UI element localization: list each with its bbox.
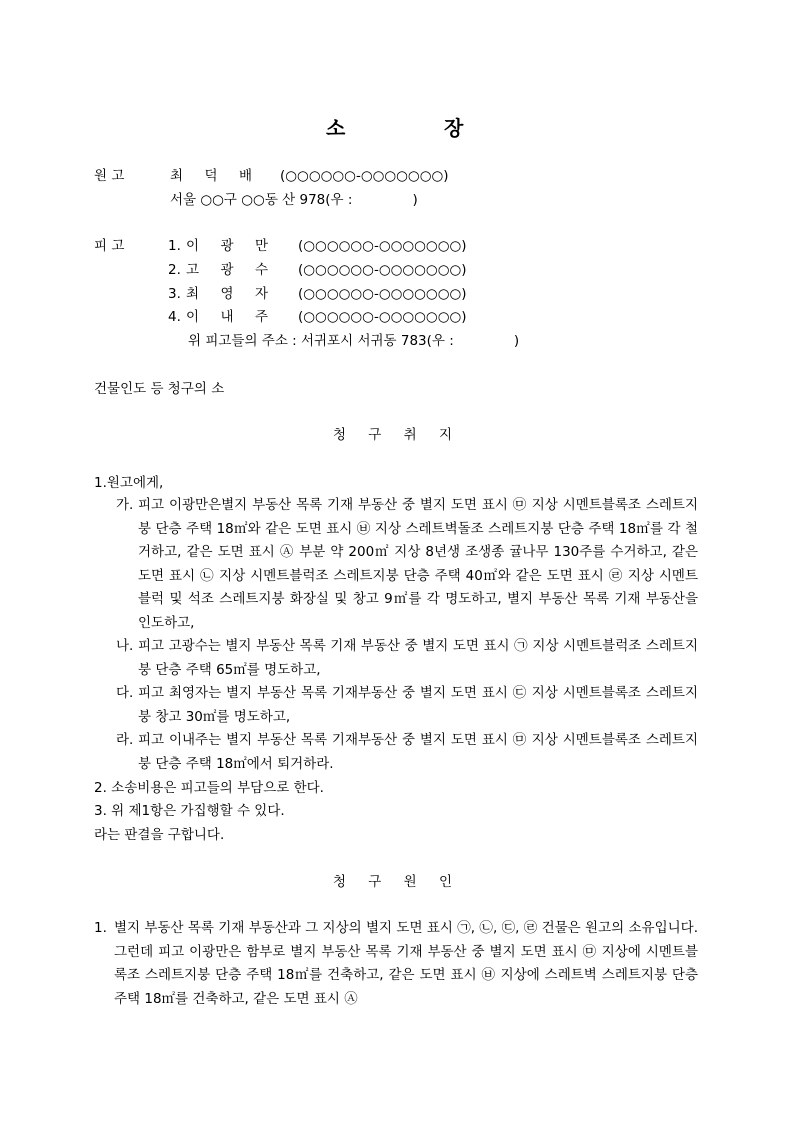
defendants-address: 위 피고들의 주소 : 서귀포시 서귀동 783(우 : ) <box>188 333 520 349</box>
claim-intro: 1.원고에게, <box>94 475 164 491</box>
defendant-number: 2. <box>168 262 181 278</box>
cause-heading: 청 구 원 인 <box>332 874 462 890</box>
title-char-1: 소 <box>326 116 346 140</box>
title-char-2: 장 <box>444 116 464 140</box>
document-title <box>0 112 794 142</box>
defendant-number: 1. <box>168 238 181 254</box>
claim-line-2: 2. 소송비용은 피고들의 부담으로 한다. <box>94 780 324 796</box>
plaintiff-address: 서울 ○○구 ○○동 산 978(우 : ) <box>170 192 418 208</box>
claim-heading: 청 구 취 지 <box>332 427 462 443</box>
case-name: 건물인도 등 청구의 소 <box>94 381 225 397</box>
claim-item-marker: 가. <box>116 497 134 513</box>
claim-item-marker: 다. <box>116 685 134 701</box>
plaintiff-name: 최 덕 배 <box>170 168 253 184</box>
defendant-id: (○○○○○○-○○○○○○○) <box>298 238 467 254</box>
defendant-name: 고 광 수 <box>186 262 269 278</box>
claim-item-text: 피고 최영자는 별지 부동산 목록 기재부동산 중 별지 도면 표시 ㉢ 지상 시멘트블록조 스레트지붕 창고 30㎡를 명도하고, <box>138 685 698 725</box>
defendant-name: 이 광 만 <box>186 238 269 254</box>
defendant-id: (○○○○○○-○○○○○○○) <box>298 262 467 278</box>
claim-item-marker: 나. <box>116 638 134 654</box>
claim-item-text: 피고 이광만은별지 부동산 목록 기재 부동산 중 별지 도면 표시 ㉤ 지상 시멘트블록조 스레트지붕 단층 주택 18㎡와 같은 도면 표시 ㉥ 지상 스레트벽돌조 스레트지붕 단층 주택 18㎡를 각 철거하고, 같은 도면 표시 Ⓐ 부분 약 200㎡ 지상 8년생 조생종 귤나무 130주를 수거하고, 같은 도면 표시 ㉡ 지상 시멘트블럭조 스레트지붕 단층 주택 40㎡와 같은 도면 표시 ㉣ 지상 시멘트블럭 및 석조 스레트지붕 화장실 및 창고 9㎡를 각 명도하고, 별지 부동산 목록 기재 부동산을 인도하고, <box>138 497 698 631</box>
claim-closing: 라는 판결을 구합니다. <box>94 827 225 843</box>
defendants-label: 피 고 <box>94 238 125 254</box>
claim-item-text: 피고 이내주는 별지 부동산 목록 기재부동산 중 별지 도면 표시 ㉤ 지상 시멘트블록조 스레트지붕 단층 주택 18㎡에서 퇴거하라. <box>138 732 698 772</box>
defendant-name: 최 영 자 <box>186 286 269 302</box>
cause-text: 별지 부동산 목록 기재 부동산과 그 지상의 별지 도면 표시 ㉠, ㉡, ㉢, ㉣ 건물은 원고의 소유입니다.그런데 피고 이광만은 함부로 별지 부동산 목록 기재 부동산 중 별지 도면 표시 ㉤ 지상에 시멘트블록조 스레트지붕 단층 주택 18㎡를 건축하고, 같은 도면 표시 ㉥ 지상에 스레트벽 스레트지붕 단층 주택 18㎡를 건축하고, 같은 도면 표시 Ⓐ <box>114 920 698 1007</box>
defendant-number: 4. <box>168 309 181 325</box>
claim-item-marker: 라. <box>116 732 134 748</box>
defendant-name: 이 내 주 <box>186 309 269 325</box>
cause-marker: 1. <box>94 920 107 936</box>
plaintiff-label: 원 고 <box>94 168 125 184</box>
claim-line-3: 3. 위 제1항은 가집행할 수 있다. <box>94 803 285 819</box>
defendant-id: (○○○○○○-○○○○○○○) <box>298 309 467 325</box>
claim-item-text: 피고 고광수는 별지 부동산 목록 기재 부동산 중 별지 도면 표시 ㉠ 지상 시멘트블럭조 스레트지붕 단층 주택 65㎡를 명도하고, <box>138 638 698 678</box>
defendant-id: (○○○○○○-○○○○○○○) <box>298 286 467 302</box>
defendant-number: 3. <box>168 286 181 302</box>
plaintiff-id: (○○○○○○-○○○○○○○) <box>280 168 449 184</box>
